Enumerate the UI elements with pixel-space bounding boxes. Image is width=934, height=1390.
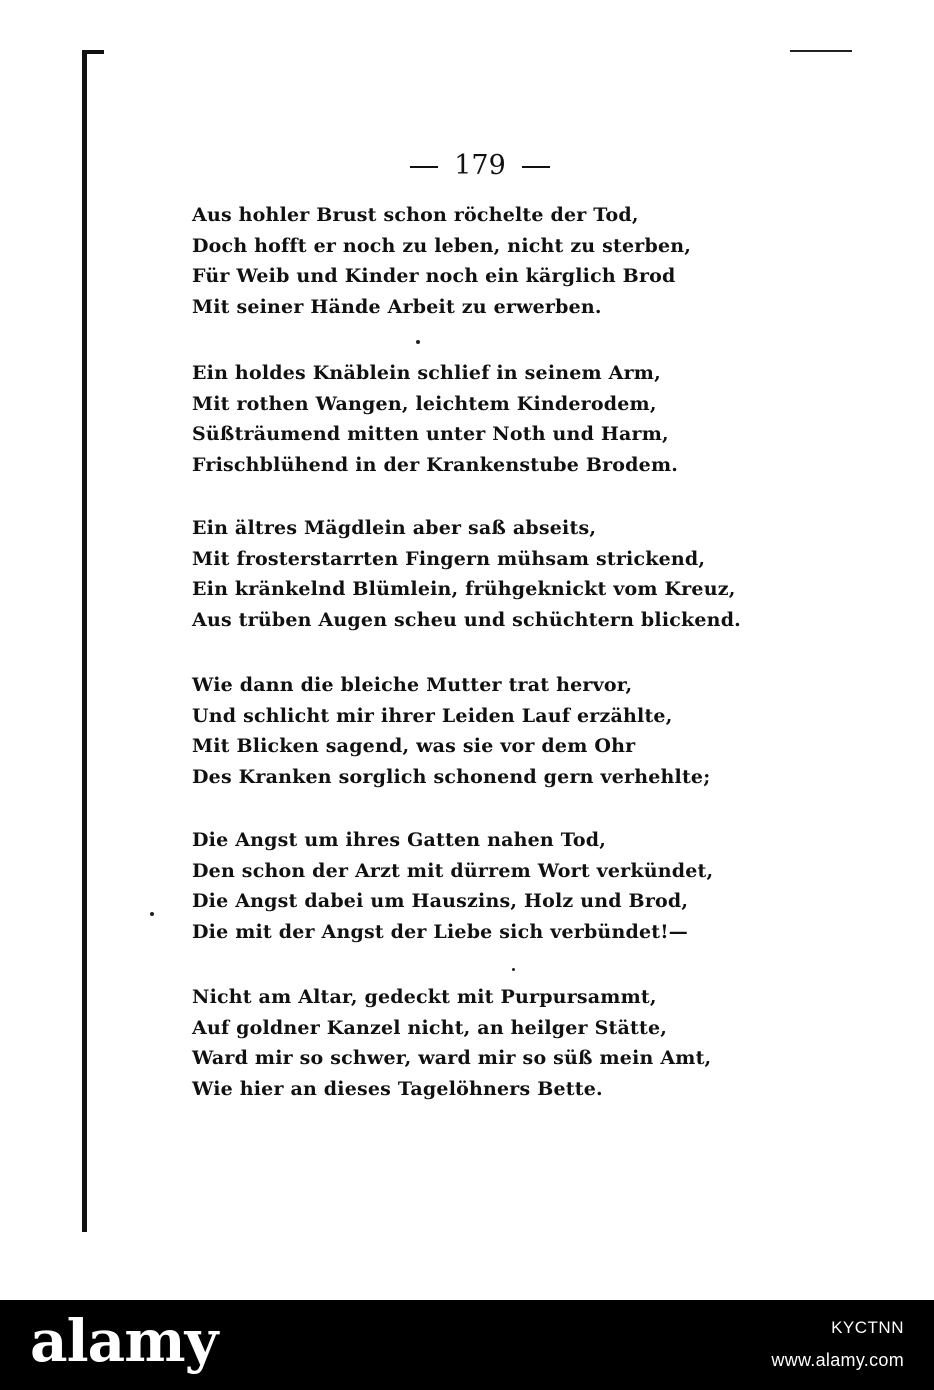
verse-line: Und schlicht mir ihrer Leiden Lauf erzählte, [192, 704, 673, 727]
verse-line: Wie dann die bleiche Mutter trat hervor, [192, 674, 633, 696]
verse-line: Mit frosterstarrten Fingern mühsam strickend, [192, 547, 706, 570]
verse-line: Nicht am Altar, gedeckt mit Purpursammt, [192, 986, 657, 1008]
verse-line: Auf goldner Kanzel nicht, an heilger Stätte, [192, 1016, 668, 1039]
verse-line: Doch hofft er noch zu leben, nicht zu sterben, [192, 234, 692, 257]
verse-line: Ein holdes Knäblein schlief in seinem Arm, [192, 362, 661, 384]
verse-line: Ein kränkelnd Blümlein, frühgeknickt vom Kreuz, [192, 578, 736, 600]
watermark-image-id: KYCTNN [831, 1318, 904, 1337]
stanza-5 [192, 825, 714, 947]
verse-line: Mit Blicken sagend, was sie vor dem Ohr [192, 735, 636, 757]
stanza-4 [192, 670, 711, 792]
verse-line: Mit seiner Hände Arbeit zu erwerben. [192, 295, 602, 318]
verse-line: Aus trüben Augen scheu und schüchtern blickend. [192, 608, 741, 631]
verse-line: Die Angst dabei um Hauszins, Holz und Brod, [192, 890, 689, 912]
page-number-dash-left [410, 166, 438, 168]
verse-line: Ein ältres Mägdlein aber saß abseits, [192, 517, 597, 539]
print-speck [416, 340, 420, 344]
verse-line: Die Angst um ihres Gatten nahen Tod, [192, 829, 607, 851]
verse-line: Wie hier an dieses Tagelöhners Bette. [192, 1077, 603, 1100]
stanza-3 [192, 513, 741, 635]
verse-line: Die mit der Angst der Liebe sich verbündet!— [192, 920, 688, 943]
print-speck [150, 912, 154, 916]
watermark-logo: alamy [30, 1307, 218, 1375]
page-number [0, 150, 934, 181]
print-speck [512, 968, 515, 971]
verse-line: Mit rothen Wangen, leichtem Kinderodem, [192, 392, 657, 415]
verse-line: Für Weib und Kinder noch ein kärglich Brod [192, 265, 676, 287]
verse-line: Süßträumend mitten unter Noth und Harm, [192, 423, 669, 445]
page-edge-rule [82, 50, 87, 1232]
stanza-1 [192, 200, 692, 322]
stanza-2 [192, 358, 692, 480]
watermark-url: www.alamy.com [771, 1350, 904, 1370]
verse-line: Den schon der Arzt mit dürrem Wort verkündet, [192, 859, 714, 882]
verse-line: Des Kranken sorglich schonend gern verhehlte; [192, 765, 711, 788]
page-number-value: 179 [454, 150, 506, 181]
header-rule [790, 50, 852, 52]
page-edge-tick [82, 50, 104, 54]
stanza-6 [192, 982, 712, 1104]
verse-line: Aus hohler Brust schon röchelte der Tod, [192, 204, 639, 226]
page-number-dash-right [522, 166, 550, 168]
verse-line: Frischblühend in der Krankenstube Brodem. [192, 453, 679, 476]
verse-line: Ward mir so schwer, ward mir so süß mein Amt, [192, 1047, 712, 1069]
